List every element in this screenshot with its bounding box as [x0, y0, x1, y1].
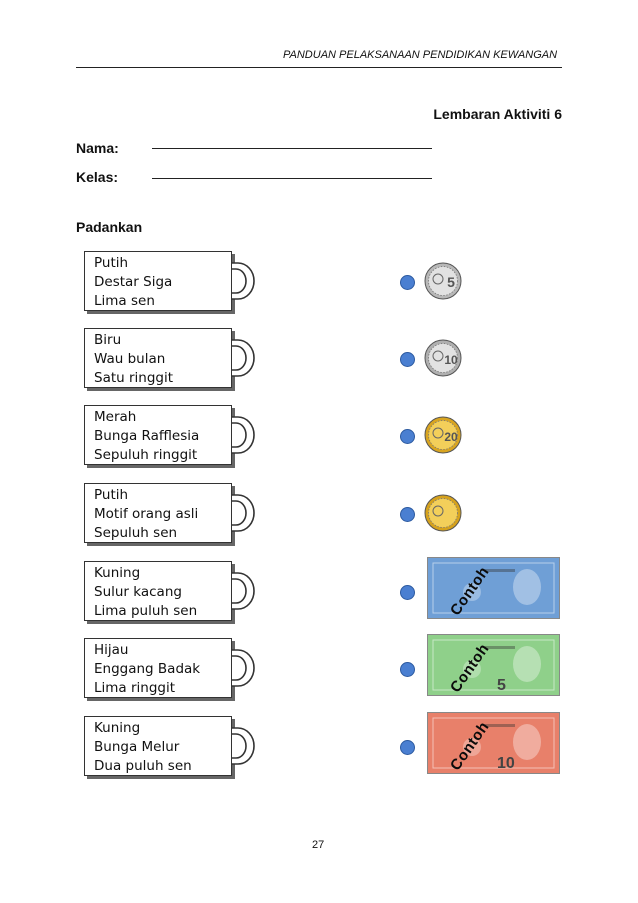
gold-coin-20-sen-icon [424, 416, 462, 454]
card-text-line2: Bunga Rafflesia [94, 428, 200, 444]
match-dot[interactable] [400, 740, 415, 755]
card-connector-tab-icon [230, 648, 258, 688]
card-text-line2: Bunga Melur [94, 739, 180, 755]
card-text-line2: Sulur kacang [94, 584, 182, 600]
sheet-title: Lembaran Aktiviti 6 [433, 106, 562, 122]
match-card[interactable] [84, 251, 232, 311]
match-card[interactable] [84, 638, 232, 698]
match-dot[interactable] [400, 662, 415, 677]
match-dot[interactable] [400, 352, 415, 367]
card-text-line2: Enggang Badak [94, 661, 201, 677]
name-label: Nama: [76, 140, 119, 156]
card-text-line2: Wau bulan [94, 351, 166, 367]
card-text-line2: Motif orang asli [94, 506, 199, 522]
gold-coin-50-sen-icon [424, 494, 462, 532]
match-dot[interactable] [400, 585, 415, 600]
match-card[interactable] [84, 561, 232, 621]
card-text-line1: Putih [94, 487, 129, 503]
card-connector-tab-icon [230, 571, 258, 611]
sample-watermark: Contoh [447, 640, 493, 696]
card-text-line1: Merah [94, 409, 137, 425]
page-number: 27 [312, 839, 325, 851]
card-text-line3: Satu ringgit [94, 370, 174, 386]
coin-denomination: 5 [447, 274, 455, 290]
banknote-illustration [427, 557, 560, 619]
card-text-line3: Lima puluh sen [94, 603, 198, 619]
match-dot[interactable] [400, 275, 415, 290]
blue-1-ringgit-note-icon [427, 557, 560, 619]
match-card[interactable] [84, 405, 232, 465]
card-text-line3: Sepuluh sen [94, 525, 178, 541]
silver-coin-10-sen-icon [424, 339, 462, 377]
card-text-line3: Lima sen [94, 293, 155, 309]
banknote-illustration [427, 634, 560, 696]
running-header: PANDUAN PELAKSANAAN PENDIDIKAN KEWANGAN [283, 49, 558, 61]
card-text-line2: Destar Siga [94, 274, 173, 290]
match-card[interactable] [84, 483, 232, 543]
silver-coin-5-sen-icon [424, 262, 462, 300]
card-connector-tab-icon [230, 726, 258, 766]
match-dot[interactable] [400, 507, 415, 522]
card-text-line1: Kuning [94, 565, 141, 581]
green-5-ringgit-note-icon [427, 634, 560, 696]
match-dot[interactable] [400, 429, 415, 444]
sample-watermark: Contoh [447, 563, 493, 619]
card-text-line1: Hijau [94, 642, 129, 658]
card-text-line3: Dua puluh sen [94, 758, 192, 774]
class-label: Kelas: [76, 169, 119, 185]
match-card[interactable] [84, 328, 232, 388]
note-denomination: 10 [497, 755, 515, 772]
card-text-line3: Sepuluh ringgit [94, 447, 198, 463]
class-answer-line [152, 178, 432, 179]
note-denomination: 5 [497, 677, 506, 694]
coin-denomination: 10 [444, 353, 458, 367]
card-text-line1: Biru [94, 332, 122, 348]
card-text-line1: Putih [94, 255, 129, 271]
card-connector-tab-icon [230, 261, 258, 301]
instruction: Padankan [76, 219, 143, 235]
coin-denomination: 20 [444, 430, 458, 444]
name-answer-line [152, 148, 432, 149]
header-rule [76, 67, 562, 68]
match-card[interactable] [84, 716, 232, 776]
red-10-ringgit-note-icon [427, 712, 560, 774]
card-connector-tab-icon [230, 338, 258, 378]
banknote-illustration [427, 712, 560, 774]
card-connector-tab-icon [230, 493, 258, 533]
sample-watermark: Contoh [447, 718, 493, 774]
card-text-line3: Lima ringgit [94, 680, 176, 696]
card-text-line1: Kuning [94, 720, 141, 736]
card-connector-tab-icon [230, 415, 258, 455]
